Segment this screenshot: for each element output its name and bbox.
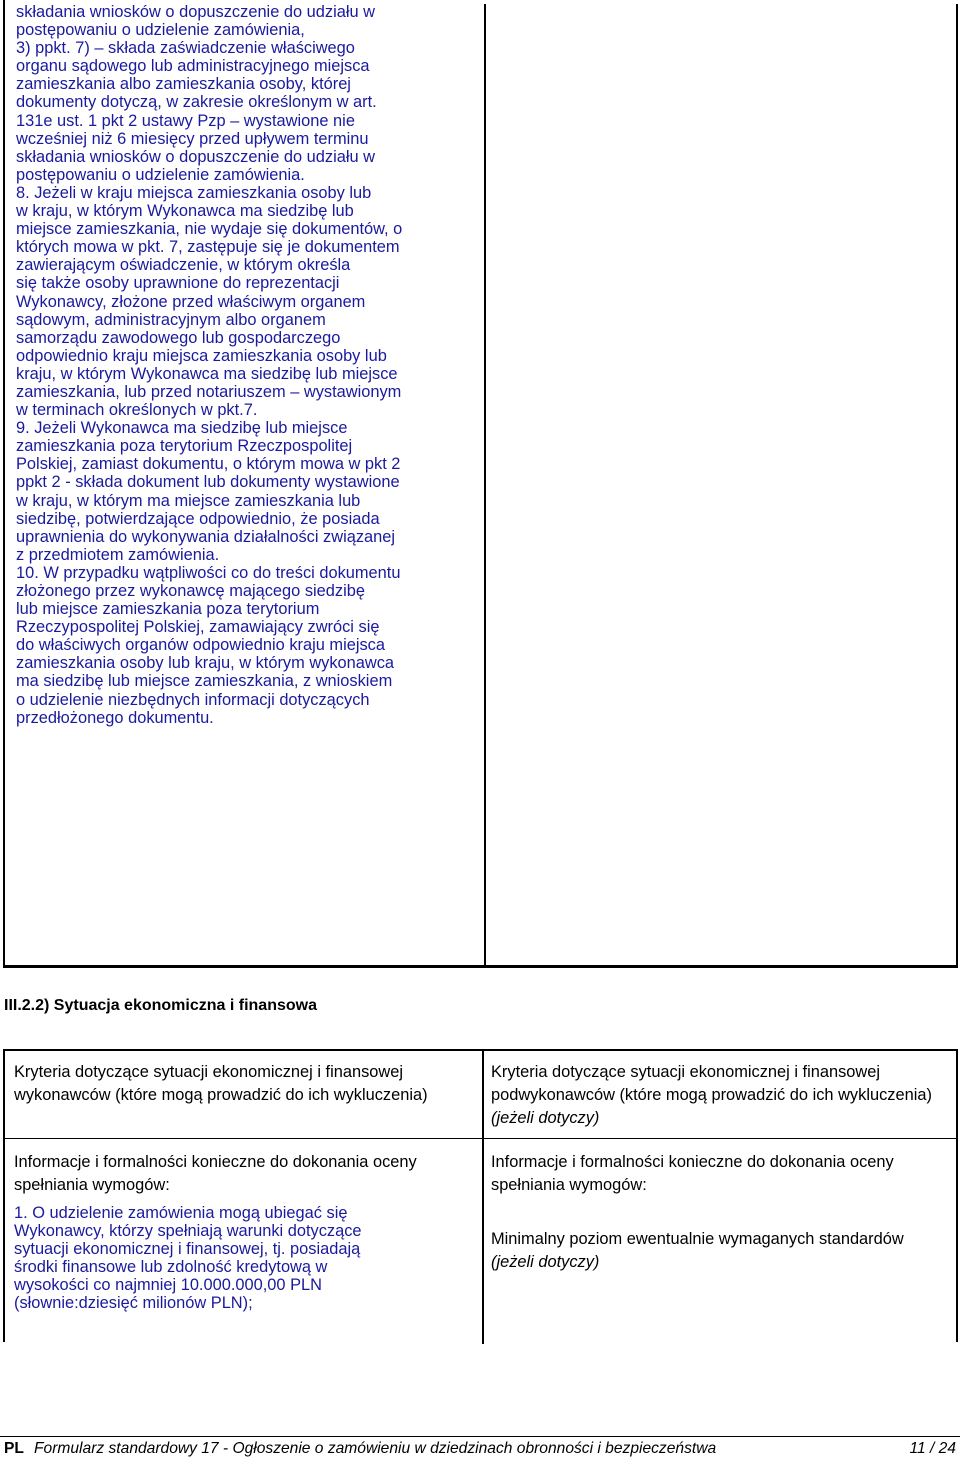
text-line: w terminach określonych w pkt.7.: [16, 401, 258, 420]
minimum-standards-text: Minimalny poziom ewentualnie wymaganych standardów: [491, 1230, 904, 1248]
text-line: składania wniosków o dopuszczenie do udziału w: [16, 147, 375, 166]
text-line: 3) ppkt. 7) – składa zaświadczenie właściwego: [16, 39, 355, 58]
text-line: ppkt 2 - składa dokument lub dokumenty wystawione: [16, 473, 400, 492]
section-heading: III.2.2) Sytuacja ekonomiczna i finansowa: [4, 997, 317, 1014]
text-line: 8. Jeżeli w kraju miejsca zamieszkania osoby lub: [16, 183, 372, 202]
contractor-criteria-header: Kryteria dotyczące sytuacji ekonomicznej i finansowej wykonawców (które mogą prowadzić do ich wykluczenia): [14, 1063, 428, 1104]
text-line: sytuacji ekonomicznej i finansowej, tj. posiadają: [14, 1240, 361, 1259]
text-line: organu sądowego lub administracyjnego miejsca: [16, 57, 370, 76]
if-applicable-note: (jeżeli dotyczy): [491, 1109, 600, 1127]
text-line: postępowaniu o udzielenie zamówienia.: [16, 165, 305, 184]
column-divider: [484, 4, 486, 966]
text-line: z przedmiotem zamówienia.: [16, 545, 220, 564]
financial-condition-text: [14, 1204, 469, 1313]
text-line: w kraju, w którym Wykonawca ma siedzibę lub: [16, 202, 354, 221]
top-table: [3, 0, 958, 968]
text-line: o udzielenie niezbędnych informacji dotyczących: [16, 690, 370, 709]
form-title: Formularz standardowy 17 - Ogłoszenie o zamówieniu w dziedzinach obronności i bezpieczeństwa: [34, 1440, 717, 1457]
text-line: miejsce zamieszkania, nie wydaje się dokumentów, o: [16, 220, 403, 239]
subcontractor-criteria-label: Kryteria dotyczące sytuacji ekonomicznej i finansowej podwykonawców (które mogą prowadzić do ich wykluczenia): [491, 1063, 932, 1104]
formalities-label: Informacje i formalności konieczne do dokonania oceny spełniania wymogów:: [491, 1153, 894, 1194]
text-line: Wykonawcy, którzy spełniają warunki dotyczące: [14, 1222, 362, 1241]
text-line: Rzeczypospolitej Polskiej, zamawiający zwróci się: [16, 618, 380, 637]
text-line: w kraju, w którym ma miejsce zamieszkania lub: [16, 491, 361, 510]
text-line: złożonego przez wykonawcę mającego siedzibę: [16, 582, 365, 600]
text-line: 10. W przypadku wątpliwości co do treści dokumentu: [16, 563, 401, 582]
text-line: do właściwych organów odpowiednio kraju miejsca: [16, 636, 385, 655]
formalities-label: Informacje i formalności konieczne do dokonania oceny spełniania wymogów:: [14, 1153, 417, 1194]
page-footer: [4, 1440, 956, 1460]
text-line: ma siedzibę lub miejsce zamieszkania, z wnioskiem: [16, 672, 393, 691]
text-line: samorządu zawodowego lub gospodarczego: [16, 328, 341, 347]
footer-divider: [0, 1436, 960, 1437]
text-line: środki finansowe lub zdolność kredytową w: [14, 1258, 328, 1277]
text-line: których mowa w pkt. 7, zastępuje się je dokumentem: [16, 238, 400, 257]
text-line: dokumenty dotyczą, w zakresie określonym w art.: [16, 93, 377, 112]
text-line: sądowym, administracyjnym albo organem: [16, 310, 326, 329]
text-line: zawierającym oświadczenie, w którym określa: [16, 256, 351, 275]
text-line: wcześniej niż 6 miesięcy przed upływem terminu: [16, 129, 369, 148]
text-line: zamieszkania albo zamieszkania osoby, której: [16, 75, 351, 94]
text-line: się także osoby uprawnione do reprezentacji: [16, 274, 340, 293]
economic-situation-table: [3, 1049, 958, 1342]
text-line: odpowiednio kraju miejsca zamieszkania osoby lub: [16, 346, 387, 365]
column-divider: [482, 1051, 484, 1344]
text-line: przedłożonego dokumentu.: [16, 708, 214, 727]
text-line: zamieszkania, lub przed notariuszem – wystawionym: [16, 382, 402, 401]
text-line: 1. O udzielenie zamówienia mogą ubiegać się: [14, 1204, 348, 1222]
text-line: Polskiej, zamiast dokumentu, o którym mowa w pkt 2: [16, 455, 401, 474]
table-right-border: [956, 4, 958, 966]
text-line: składania wniosków o dopuszczenie do udziału w: [16, 3, 375, 21]
text-line: kraju, w którym Wykonawca ma siedzibę lub miejsce: [16, 364, 398, 383]
text-line: zamieszkania poza terytorium Rzeczpospolitej: [16, 437, 353, 456]
text-line: lub miejsce zamieszkania poza terytorium: [16, 600, 320, 619]
text-line: 9. Jeżeli Wykonawca ma siedzibę lub miejsce: [16, 419, 348, 438]
language-code: PL: [4, 1440, 24, 1457]
requirements-text: [16, 3, 482, 727]
row-divider: [5, 1138, 956, 1139]
text-line: (słownie:dziesięć milionów PLN);: [14, 1294, 253, 1313]
text-line: zamieszkania osoby lub kraju, w którym wykonawca: [16, 654, 395, 673]
minimum-standards-label: [491, 1228, 946, 1274]
if-applicable-note: (jeżeli dotyczy): [491, 1253, 600, 1271]
text-line: wysokości co najmniej 10.000.000,00 PLN: [14, 1276, 322, 1295]
text-line: Wykonawcy, złożone przed właściwym organem: [16, 292, 366, 311]
subcontractor-criteria-header: [491, 1061, 946, 1130]
text-line: 131e ust. 1 pkt 2 ustawy Pzp – wystawione nie: [16, 111, 355, 130]
text-line: siedzibę, potwierdzające odpowiednio, że posiada: [16, 509, 380, 528]
page-number: 11 / 24: [909, 1440, 956, 1457]
text-line: uprawnienia do wykonywania działalności związanej: [16, 527, 396, 546]
text-line: postępowaniu o udzielenie zamówienia,: [16, 21, 305, 40]
